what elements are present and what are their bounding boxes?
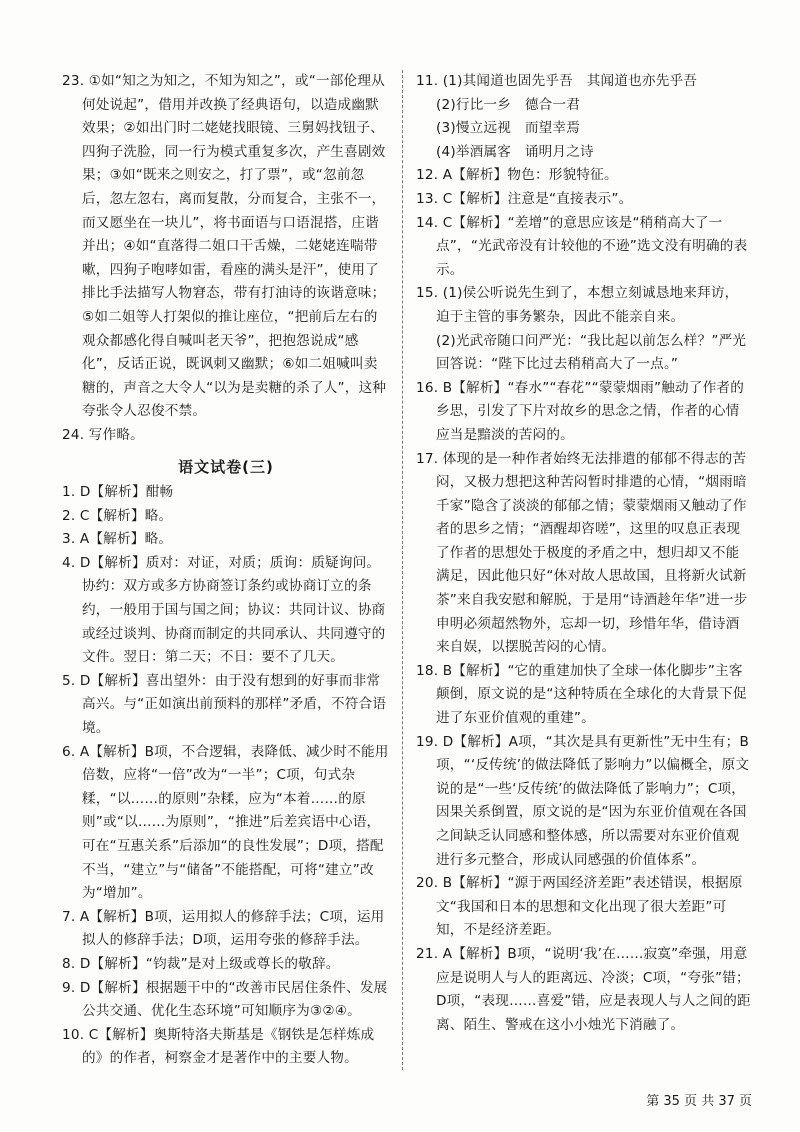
answer-item: 20. B【解析】“源于两国经济差距”表述错误，根据原文“我国和日本的思想和文化出现了很大差距”可知，不是经济差距。 <box>416 875 743 939</box>
answer-item: 24. 写作略。 <box>62 426 144 443</box>
right-answers-q15-sub <box>416 330 752 377</box>
answer-item: 21. A【解析】B项，“说明‘我’在……寂寞”牵强，用意应是说明人与人的距离远、冷淡；C项，“夸张”错；D项，“表现……喜爱”错，应是表现人与人之间的距离、陌生、警戒在这小小烛光下消融了。 <box>416 945 751 1033</box>
answer-item: 9. D【解析】根据题干中的“改善市民居住条件、发展公共交通、优化生态环境”可知顺序为③②④。 <box>62 979 388 1020</box>
left-answers-exam-3 <box>62 481 390 1071</box>
answer-item: 3. A【解析】略。 <box>62 531 173 548</box>
answer-item: 14. C【解析】“差增”的意思应该是“稍稍高大了一点”，“光武帝没有计较他的不逊”选文没有明确的表示。 <box>416 214 748 278</box>
answer-subitem: (2)行比一乡 德合一君 <box>436 96 580 113</box>
right-answers-q11-sub <box>416 94 752 165</box>
answer-item: 10. C【解析】奥斯特洛夫斯基是《钢铁是怎样炼成的》的作者，柯察金才是著作中的主要人物。 <box>62 1026 375 1067</box>
page-number: 第 35 页 共 37 页 <box>646 1094 752 1109</box>
left-answers-prev-exam <box>62 70 390 448</box>
left-column <box>62 70 390 1071</box>
answer-item: 5. D【解析】喜出望外：由于没有想到的好事而非常高兴。与“正如演出前预料的那样”矛盾，不符合语境。 <box>62 672 387 737</box>
answer-item: 13. C【解析】注意是“直接表示”。 <box>416 190 633 207</box>
answer-item: 12. A【解析】物色：形貌特征。 <box>416 167 618 184</box>
answer-item: 6. A【解析】B项，不合逻辑，表降低、减少时不能用倍数，应将“一倍”改为“一半”；C项，句式杂糅，“以……的原则”杂糅，应为“本着……的原则”或“以……为原则”，“推进”后差宾语中心语，可在“互惠关系”后添加“的良性发展”；D项，搭配不当，“建立”与“储备”不能搭配，可将“建立”改为“增加”。 <box>62 743 389 902</box>
answer-item: 15. (1)侯公听说先生到了，本想立刻诚恳地来拜访，迫于主管的事务繁杂，因此不能亲自来。 <box>416 285 739 325</box>
column-divider <box>402 70 403 1070</box>
right-answers-q11 <box>416 70 752 94</box>
answer-item: 17. 体现的是一种作者始终无法排遣的郁郁不得志的苦闷，又极力想把这种苦闷暂时排遣的心情，“烟雨暗千家”隐含了淡淡的郁郁之情；蒙蒙烟雨又触动了作者的思乡之情；“酒醒却咨嗟”，这里的叹息正表现了作者的思想处于极度的矛盾之中，想归却又不能满足，因此他只好“休对故人思故国，且将新火试新茶”来自我安慰和解脱，于是用“诗酒趁年华”进一步申明必须超然物外，忘却一切，珍惜年华，借诗酒来自娱，以摆脱苦闷的心情。 <box>416 450 748 656</box>
answer-item: 8. D【解析】“钧裁”是对上级或尊长的敬辞。 <box>62 955 340 972</box>
right-answers-q16-21 <box>416 377 752 1038</box>
right-column <box>416 70 752 1037</box>
answer-subitem: (3)慢立远视 而望幸焉 <box>436 120 580 137</box>
answer-subitem: (4)举酒属客 诵明月之诗 <box>436 143 594 160</box>
section-title: 语文试卷(三) <box>178 457 274 476</box>
answer-item: 2. C【解析】略。 <box>62 507 173 524</box>
right-answers-q12-15 <box>416 164 752 329</box>
answer-item: 19. D【解析】A项，“其次是具有更新性”无中生有；B项，“‘反传统’的做法降低了影响力”以偏概全，原文说的是“一些‘反传统’的做法降低了影响力”；C项，因果关系倒置，原文说的是“因为东亚价值观在各国之间缺乏认同感和整体感，所以需要对东亚价值观进行多元整合，形成认同感强的价值体系”。 <box>416 733 750 868</box>
answer-item: 1. D【解析】酣畅 <box>62 484 174 501</box>
answer-item: 4. D【解析】质对：对证，对质；质询：质疑询问。协约：双方或多方协商签订条约或协商订立的条约，一般用于国与国之间；协议：共同计议、协商或经过谈判、协商而制定的共同承认、共同遵守的文件。翌日：第二天；不日：要不了几天。 <box>62 554 386 666</box>
answer-item: 11. (1)其闻道也固先乎吾 其闻道也亦先乎吾 <box>416 73 698 89</box>
answer-item: 7. A【解析】B项，运用拟人的修辞手法；C项，运用拟人的修辞手法；D项，运用夸张的修辞手法。 <box>62 908 385 949</box>
answer-item: 23. ①如“知之为知之，不知为知之”，或“一部伦理从何处说起”，借用并改换了经典语句，以造成幽默效果；②如出门时二姥姥找眼镜、三舅妈找钮子、四狗子洗脸，同一行为模式重复多次，产生喜剧效果；③如“既来之则安之，打了票”，或“忽前忽后，忽左忽右，离而复散，分而复合，主张不一，而又愿坐在一块儿”，将书面语与口语混搭，庄谐并出；④如“直落得二姐口干舌燥，二姥姥连喘带嗽，四狗子咆哮如雷，看座的满头是汗”，使用了排比手法描写人物窘态，带有打油诗的诙谐意味；⑤如二姐等人打架似的推让座位，“把前后左右的观众都感化得自喊叫老天爷”，把抱怨说成“感化”，反话正说，既讽刺又幽默；⑥如二姐喊叫卖糖的，声音之大令人“以为是卖糖的杀了人”，这种夸张令人忍俊不禁。 <box>62 73 387 420</box>
answer-item: 18. B【解析】“它的重建加快了全球一体化脚步”主客颠倒，原文说的是“这种特质在全球化的大背景下促进了东亚价值观的重建”。 <box>416 662 747 727</box>
answer-subitem: (2)光武帝随口问严光：“我比起以前怎么样？”严光回答说：“陛下比过去稍稍高大了一点。” <box>436 332 747 373</box>
answer-item: 16. B【解析】“春水”“春花”“蒙蒙烟雨”触动了作者的乡思，引发了下片对故乡的思念之情，作者的心情应当是黯淡的苦闷的。 <box>416 379 745 443</box>
